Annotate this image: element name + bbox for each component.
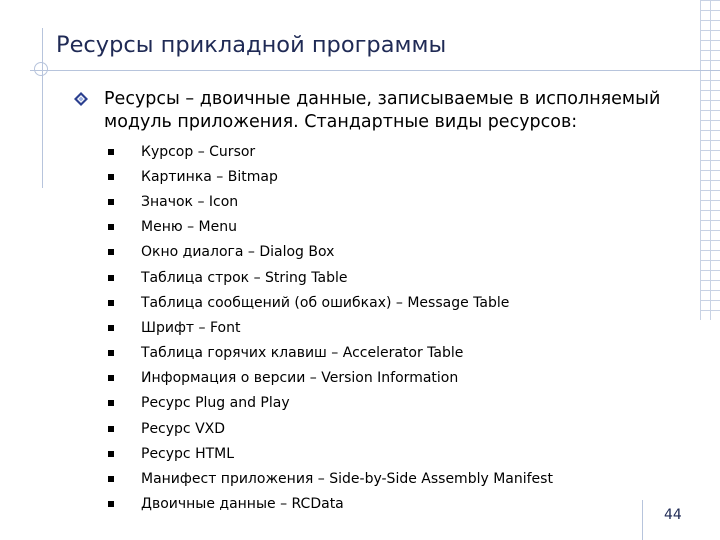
list-item (108, 215, 553, 240)
list-item-text: Таблица горячих клавиш – Accelerator Table (141, 345, 464, 362)
decorative-grid (700, 0, 720, 320)
list-item-text: Двоичные данные – RCData (141, 496, 344, 513)
list-item (108, 416, 553, 441)
list-item (108, 341, 553, 366)
list-item (108, 290, 553, 315)
list-item (108, 240, 553, 265)
square-bullet-icon (108, 350, 114, 356)
square-bullet-icon (108, 375, 114, 381)
list-item-text: Ресурс Plug and Play (141, 395, 290, 412)
square-bullet-icon (108, 174, 114, 180)
list-item-text: Ресурс VXD (141, 420, 226, 437)
list-item-text: Манифест приложения – Side-by-Side Assembly Manifest (141, 471, 553, 488)
slide-title: Ресурсы прикладной программы (56, 32, 447, 58)
square-bullet-icon (108, 224, 114, 230)
list-item (108, 164, 553, 189)
list-item (108, 466, 553, 491)
list-item (108, 189, 553, 214)
page-number: 44 (664, 507, 682, 523)
square-bullet-icon (108, 325, 114, 331)
square-bullet-icon (108, 451, 114, 457)
square-bullet-icon (108, 300, 114, 306)
square-bullet-icon (108, 199, 114, 205)
page-number-divider (642, 500, 643, 540)
list-item-text: Шрифт – Font (141, 319, 241, 336)
list-item (108, 391, 553, 416)
list-item (108, 139, 553, 164)
list-item-text: Окно диалога – Dialog Box (141, 244, 335, 261)
square-bullet-icon (108, 501, 114, 507)
square-bullet-icon (108, 249, 114, 255)
list-item (108, 265, 553, 290)
list-item (108, 366, 553, 391)
diamond-bullet-icon (74, 92, 88, 106)
decorative-horizontal-line (30, 70, 720, 71)
list-item-text: Таблица строк – String Table (141, 269, 348, 286)
list-item-text: Информация о версии – Version Information (141, 370, 459, 387)
list-item-text: Меню – Menu (141, 219, 237, 236)
decorative-circle (34, 62, 48, 76)
list-item-text: Курсор – Cursor (141, 143, 256, 160)
list-item (108, 441, 553, 466)
list-item-text: Значок – Icon (141, 193, 239, 210)
square-bullet-icon (108, 400, 114, 406)
list-item-text: Ресурс HTML (141, 445, 235, 462)
list-item-text: Картинка – Bitmap (141, 168, 278, 185)
list-item-text: Таблица сообщений (об ошибках) – Message Table (141, 294, 510, 311)
resource-list (108, 139, 553, 517)
square-bullet-icon (108, 149, 114, 155)
square-bullet-icon (108, 426, 114, 432)
square-bullet-icon (108, 275, 114, 281)
list-item (108, 492, 553, 517)
main-bullet-text: Ресурсы – двоичные данные, записываемые в исполняемый модуль приложения. Стандартные виды ресурсов: (104, 89, 661, 132)
square-bullet-icon (108, 476, 114, 482)
list-item (108, 315, 553, 340)
decorative-vertical-line (42, 28, 43, 188)
